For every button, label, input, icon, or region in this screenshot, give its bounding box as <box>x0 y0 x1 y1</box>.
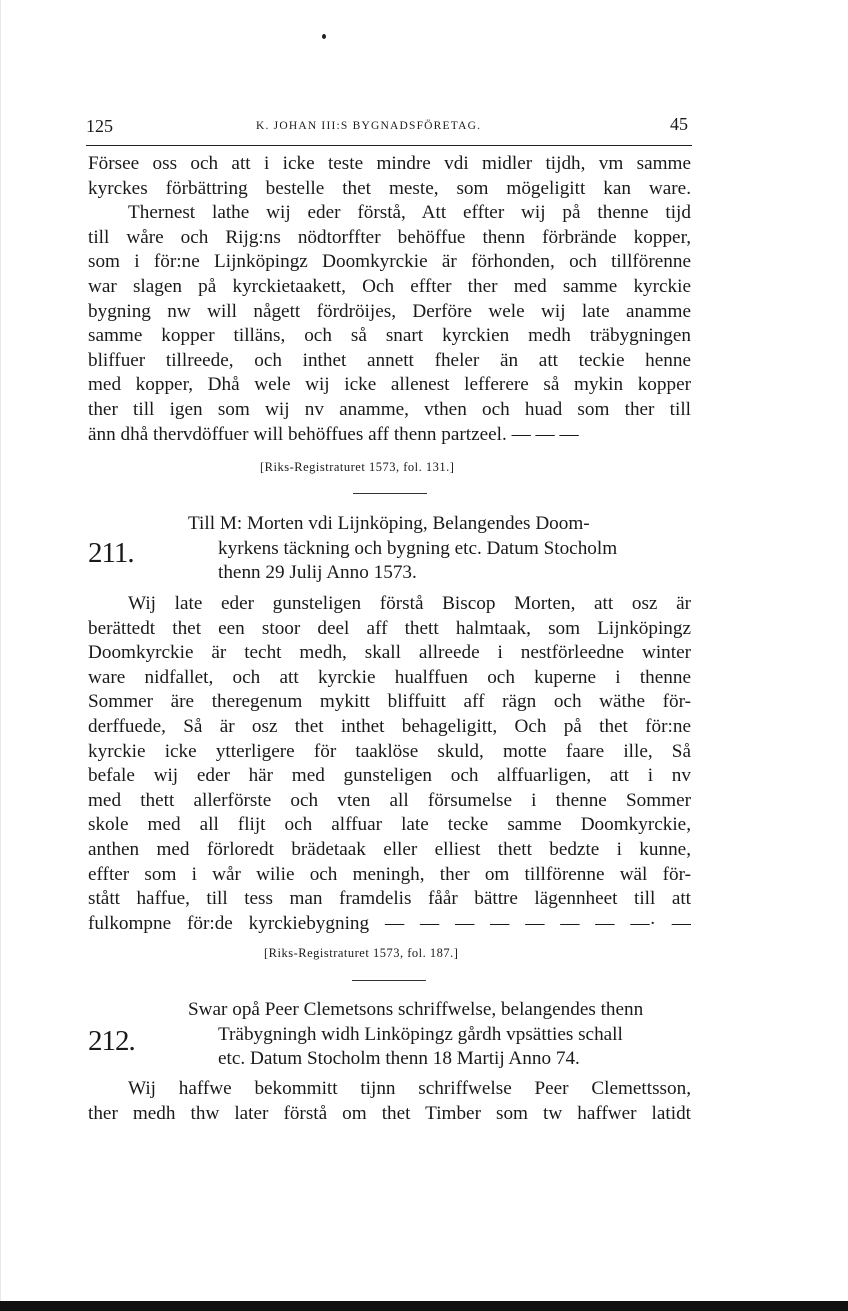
text-line: bliffuer tillreede, och inthet annett fheler än att teckie henne <box>88 349 691 371</box>
text-line: till wåre och Rijg:ns nödtorffter behöffue thenn förbrände kopper, <box>88 226 691 248</box>
text-line: samme kopper tilläns, och så snart kyrckien medh träbygningen <box>88 325 691 347</box>
document-body <box>88 1077 691 1126</box>
text-line: stått haffue, till tess man framdelis fåår bättre lägennheet till att <box>88 888 691 910</box>
text-line: Doomkyrckie är techt medh, skall allreede i nestförleedne winter <box>88 642 691 664</box>
document-number: 211. <box>88 537 134 569</box>
continuation-paragraph <box>88 152 691 447</box>
text-line: befale wij eder här med gunsteligen och alffuarligen, att i nv <box>88 765 691 787</box>
scan-bottom-edge <box>0 1301 848 1311</box>
text-line: Försee oss och att i icke teste mindre vdi midler tijdh, vm samme <box>88 153 691 174</box>
source-citation: [Riks-Registraturet 1573, fol. 187.] <box>264 946 459 960</box>
heading-line: Swar opå Peer Clemetsons schriffwelse, belangendes thenn <box>188 999 644 1020</box>
text-line: effter som i wår wilie och meningh, ther om tillförenne wäl för- <box>88 863 691 885</box>
text-line: derffuede, Så är osz thet inthet behageligitt, Och på thet för:ne <box>88 715 691 737</box>
document-heading <box>188 998 692 1072</box>
heading-line: Träbygningh widh Linköpingz gårdh vpsätties schall <box>218 1023 623 1045</box>
text-line: bygning nw will någett fördröijes, Derföre wele wij late anamme <box>88 300 691 322</box>
source-citation: [Riks-Registraturet 1573, fol. 131.] <box>260 460 455 474</box>
text-line: ther medh thw later förstå om thet Timber som tw haffwer latidt <box>88 1102 691 1124</box>
text-line: Sommer äre theregenum mykitt bliffuitt aff rägn och wäthe för- <box>88 691 691 713</box>
heading-line: kyrkens täckning och bygning etc. Datum Stocholm <box>218 537 618 559</box>
text-line: ware nidfallet, och att kyrckie hualffuen och kuperne i thenne <box>88 666 691 688</box>
ink-speck <box>322 34 326 39</box>
text-line: ther till igen som wij nv anamme, vthen och huad som ther till <box>88 398 691 420</box>
text-line: Wij late eder gunsteligen förstå Biscop Morten, att osz är <box>128 593 691 614</box>
text-line: war slagen på kyrckietaakett, Och effter ther med samme kyrckie <box>88 275 691 297</box>
scan-edge <box>0 0 1 1301</box>
text-line: med thett allerförste och vten all försumelse i thenne Sommer <box>88 789 691 811</box>
section-divider <box>353 493 427 494</box>
running-header <box>86 114 690 140</box>
text-line: skole med all flijt och alffuar late tecke samme Doomkyrckie, <box>88 814 691 836</box>
heading-line: Till M: Morten vdi Lijnköping, Belangendes Doom- <box>188 513 590 534</box>
text-line: Thernest lathe wij eder förstå, Att effter wij på thenne tijd <box>128 202 691 224</box>
text-line: berättedt thet een stoor deel aff thett halmtaak, som Lijnköpingz <box>88 617 691 639</box>
running-title: K. JOHAN III:S BYGNADSFÖRETAG. <box>256 120 482 132</box>
left-page-number: 125 <box>86 116 113 136</box>
text-line: kyrckes förbättring bestelle thet meste, som mögeligitt kan ware. <box>88 177 691 199</box>
document-heading <box>188 512 692 586</box>
document-number: 212. <box>88 1025 135 1057</box>
heading-line: thenn 29 Julij Anno 1573. <box>218 562 417 584</box>
heading-line: etc. Datum Stocholm thenn 18 Martij Anno 74. <box>218 1048 580 1070</box>
text-line: kyrckie icke ytterligere för taaklöse skuld, motte faare ille, Så <box>88 740 691 762</box>
section-divider <box>352 980 426 981</box>
text-line: som i för:ne Lijnköpingz Doomkyrckie är förhonden, och tillförenne <box>88 251 691 273</box>
text-line: anthen med förloredt brädetaak eller elliest thett bedzte i kunne, <box>88 838 691 860</box>
text-line: änn dhå thervdöffuer will behöffues aff thenn partzeel. — — — <box>88 423 579 445</box>
text-line: Wij haffwe bekommitt tijnn schriffwelse Peer Clemettsson, <box>128 1078 691 1099</box>
right-page-number: 45 <box>670 114 688 134</box>
header-rule <box>86 145 692 146</box>
text-line: med kopper, Dhå wele wij icke allenest lefferere så mykin kopper <box>88 374 691 396</box>
text-line: fulkompne för:de kyrckiebygning — — — — — — — —· — <box>88 912 691 934</box>
document-body <box>88 592 691 936</box>
